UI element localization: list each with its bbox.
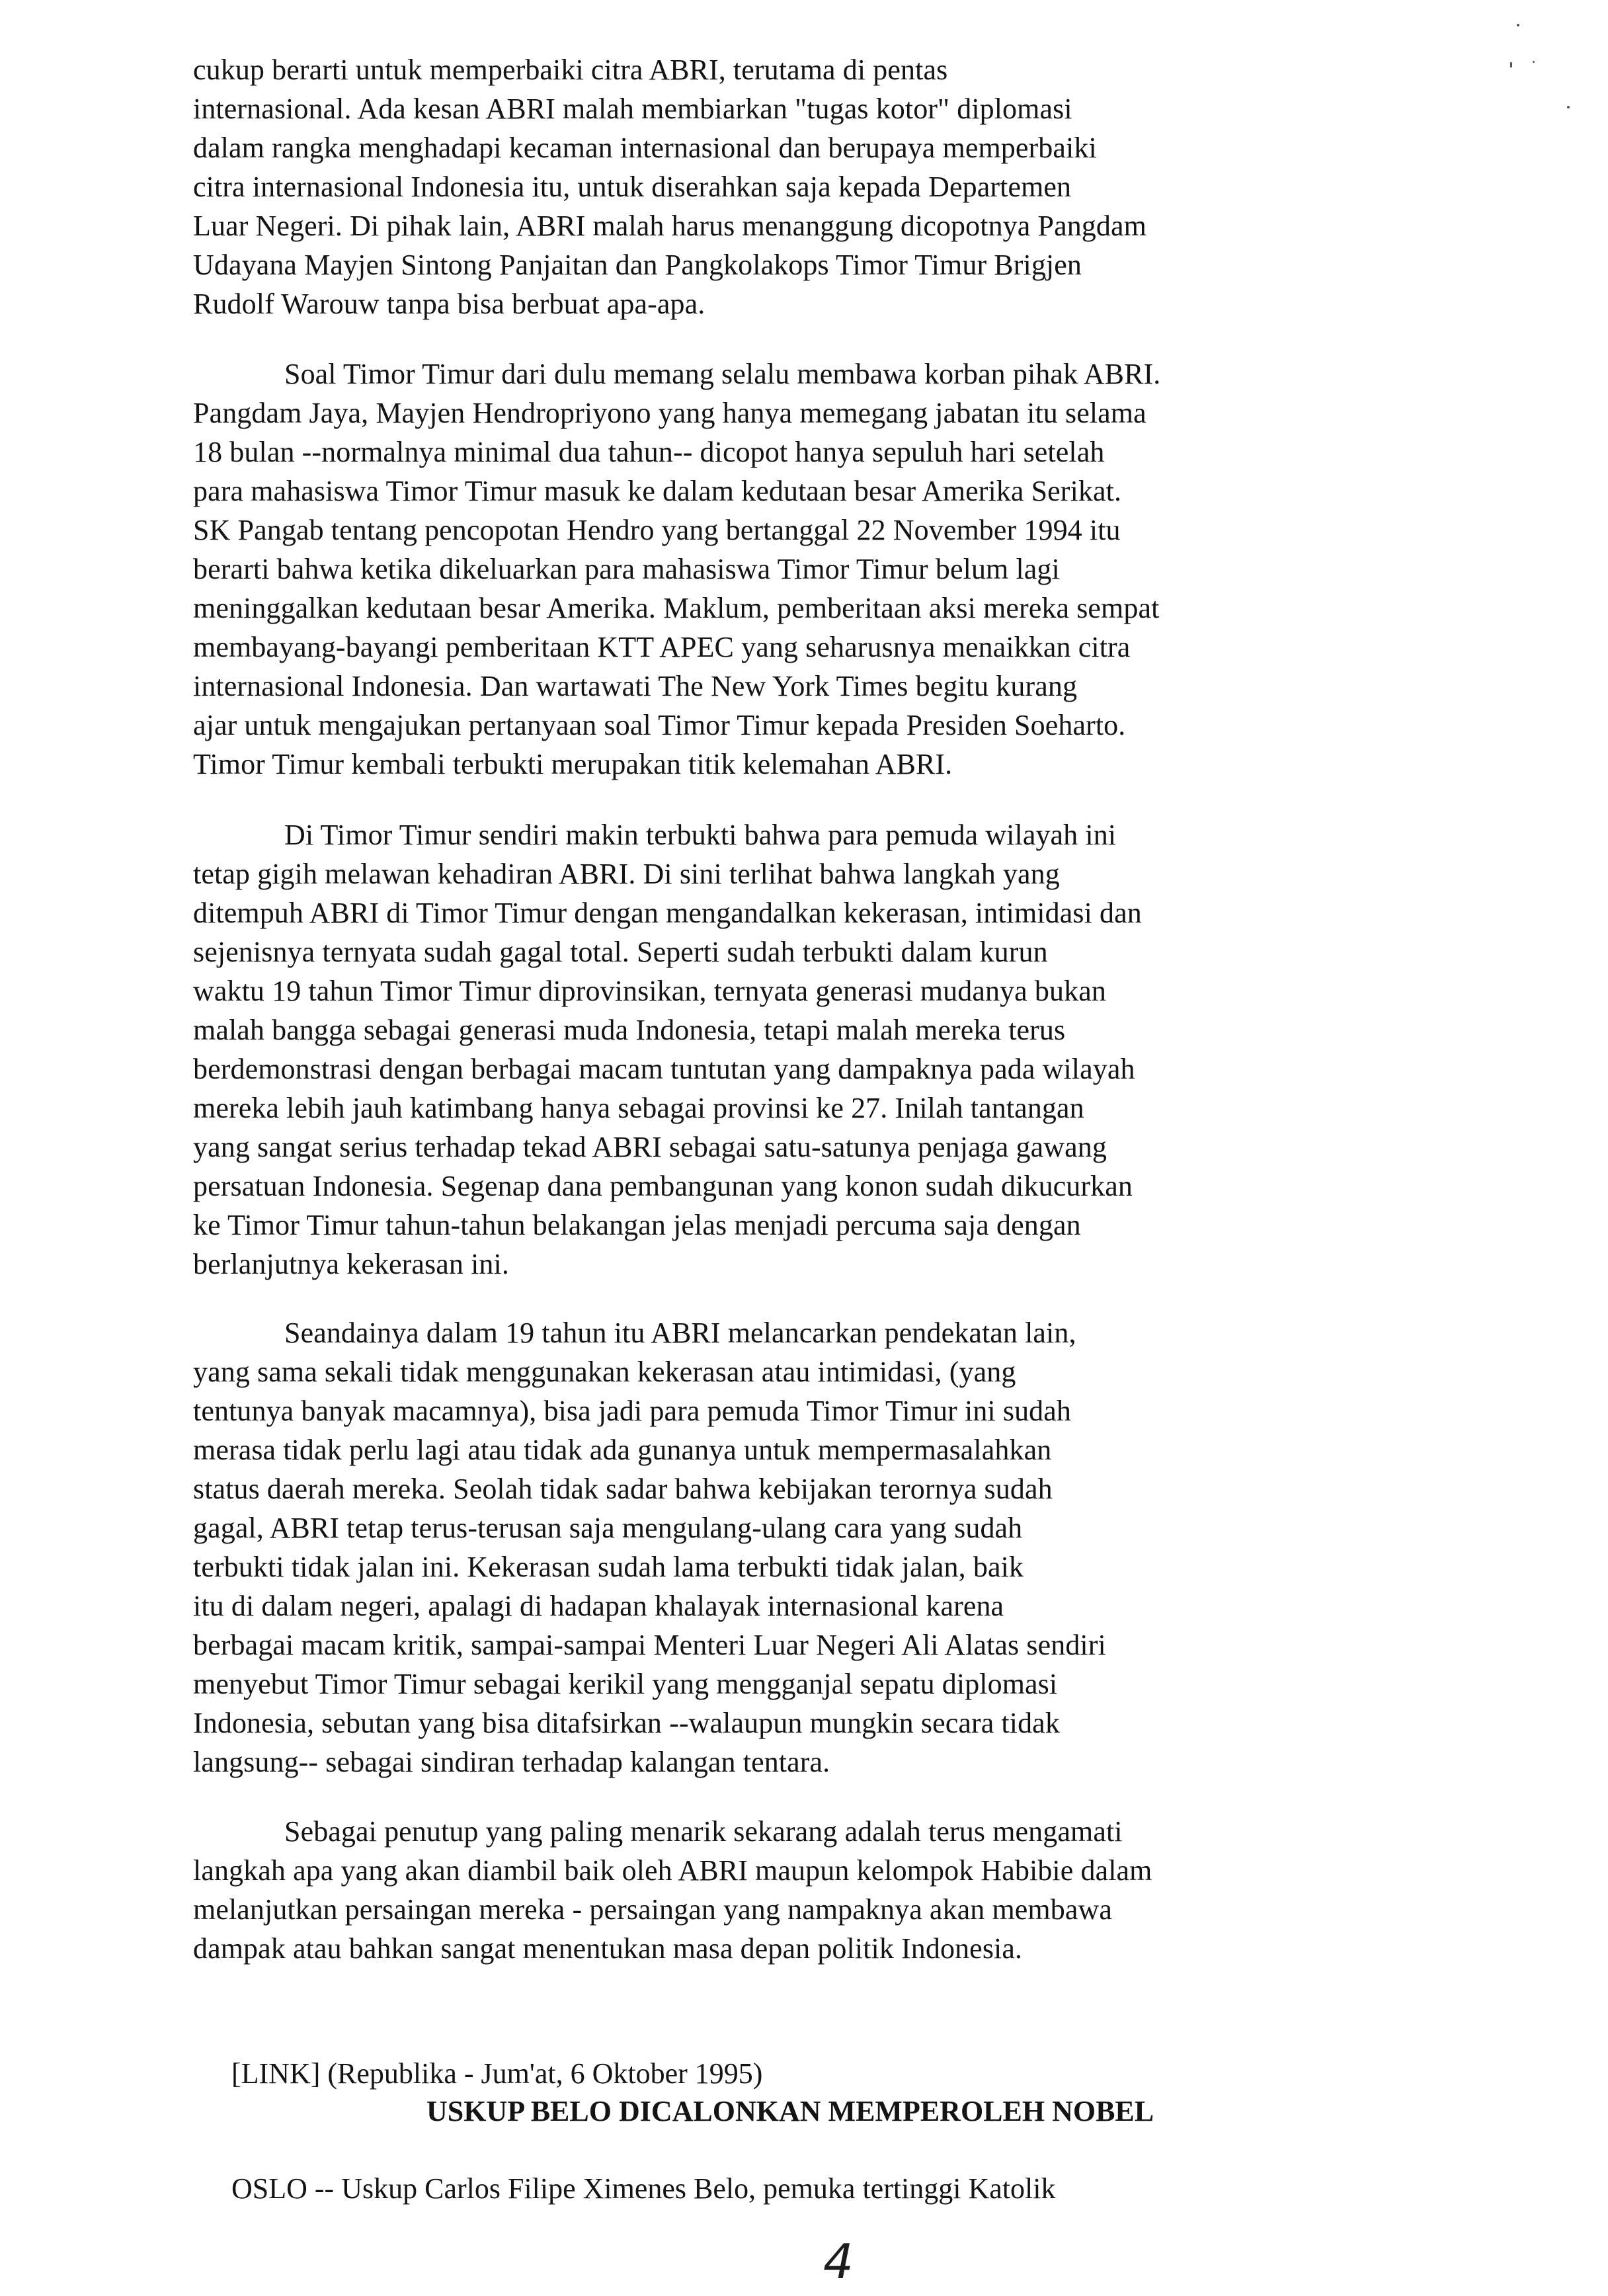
text-line: terbukti tidak jalan ini. Kekerasan sudah lama terbukti tidak jalan, baik bbox=[193, 1551, 1024, 1583]
scan-speck bbox=[1533, 61, 1535, 63]
text-line: melanjutkan persaingan mereka - persaingan yang nampaknya akan membawa bbox=[193, 1893, 1112, 1926]
text-line: ditempuh ABRI di Timor Timur dengan mengandalkan kekerasan, intimidasi dan bbox=[193, 897, 1142, 929]
text-line: yang sangat serius terhadap tekad ABRI sebagai satu-satunya penjaga gawang bbox=[193, 1131, 1107, 1163]
source-citation: [LINK] (Republika - Jum'at, 6 Oktober 1995) bbox=[231, 2057, 763, 2090]
text-line: 18 bulan --normalnya minimal dua tahun-- dicopot hanya sepuluh hari setelah bbox=[193, 436, 1105, 468]
text-line: gagal, ABRI tetap terus-terusan saja mengulang-ulang cara yang sudah bbox=[193, 1512, 1023, 1544]
text-line: sejenisnya ternyata sudah gagal total. Seperti sudah terbukti dalam kurun bbox=[193, 936, 1048, 968]
text-line: ke Timor Timur tahun-tahun belakangan jelas menjadi percuma saja dengan bbox=[193, 1209, 1081, 1241]
text-line: SK Pangab tentang pencopotan Hendro yang bertanggal 22 November 1994 itu bbox=[193, 514, 1121, 546]
text-line: Rudolf Warouw tanpa bisa berbuat apa-apa. bbox=[193, 288, 705, 320]
scan-speck bbox=[1510, 62, 1512, 67]
text-line: langkah apa yang akan diambil baik oleh ABRI maupun kelompok Habibie dalam bbox=[193, 1854, 1152, 1887]
paragraph-3 bbox=[193, 815, 1330, 1284]
text-line: internasional Indonesia. Dan wartawati The New York Times begitu kurang bbox=[193, 670, 1078, 702]
text-line: berdemonstrasi dengan berbagai macam tuntutan yang dampaknya pada wilayah bbox=[193, 1053, 1135, 1085]
text-line: berarti bahwa ketika dikeluarkan para mahasiswa Timor Timur belum lagi bbox=[193, 553, 1060, 585]
text-line: membayang-bayangi pemberitaan KTT APEC yang seharusnya menaikkan citra bbox=[193, 631, 1131, 663]
text-line: Sebagai penutup yang paling menarik sekarang adalah terus mengamati bbox=[284, 1815, 1123, 1848]
text-line: waktu 19 tahun Timor Timur diprovinsikan, ternyata generasi mudanya bukan bbox=[193, 975, 1106, 1007]
text-line: merasa tidak perlu lagi atau tidak ada gunanya untuk mempermasalahkan bbox=[193, 1434, 1052, 1466]
text-line: itu di dalam negeri, apalagi di hadapan khalayak internasional karena bbox=[193, 1590, 1004, 1622]
scan-speck bbox=[1567, 106, 1570, 108]
text-line: Seandainya dalam 19 tahun itu ABRI melancarkan pendekatan lain, bbox=[284, 1317, 1076, 1349]
text-line: menyebut Timor Timur sebagai kerikil yang mengganjal sepatu diplomasi bbox=[193, 1668, 1058, 1700]
text-line: dalam rangka menghadapi kecaman internasional dan berupaya memperbaiki bbox=[193, 132, 1097, 164]
text-line: Di Timor Timur sendiri makin terbukti bahwa para pemuda wilayah ini bbox=[284, 819, 1117, 851]
article-dateline: OSLO -- Uskup Carlos Filipe Ximenes Belo, pemuka tertinggi Katolik bbox=[231, 2172, 1056, 2205]
text-line: Timor Timur kembali terbukti merupakan titik kelemahan ABRI. bbox=[193, 748, 953, 780]
text-line: langsung-- sebagai sindiran terhadap kalangan tentara. bbox=[193, 1746, 830, 1778]
text-line: mereka lebih jauh katimbang hanya sebagai provinsi ke 27. Inilah tantangan bbox=[193, 1092, 1084, 1124]
text-line: Luar Negeri. Di pihak lain, ABRI malah harus menanggung dicopotnya Pangdam bbox=[193, 210, 1146, 242]
text-line: persatuan Indonesia. Segenap dana pembangunan yang konon sudah dikucurkan bbox=[193, 1170, 1133, 1202]
text-line: meninggalkan kedutaan besar Amerika. Maklum, pemberitaan aksi mereka sempat bbox=[193, 592, 1160, 624]
text-line: Udayana Mayjen Sintong Panjaitan dan Pangkolakops Timor Timur Brigjen bbox=[193, 249, 1082, 281]
paragraph-1 bbox=[193, 50, 1330, 323]
scan-speck bbox=[1517, 24, 1519, 26]
text-line: ajar untuk mengajukan pertanyaan soal Timor Timur kepada Presiden Soeharto. bbox=[193, 709, 1126, 741]
paragraph-5 bbox=[193, 1812, 1330, 1968]
text-line: tentunya banyak macamnya), bisa jadi para pemuda Timor Timur ini sudah bbox=[193, 1395, 1072, 1427]
text-line: berlanjutnya kekerasan ini. bbox=[193, 1248, 509, 1280]
article-headline: USKUP BELO DICALONKAN MEMPEROLEH NOBEL bbox=[426, 2095, 1154, 2127]
text-line: yang sama sekali tidak menggunakan kekerasan atau intimidasi, (yang bbox=[193, 1356, 1016, 1388]
text-line: cukup berarti untuk memperbaiki citra ABRI, terutama di pentas bbox=[193, 54, 948, 86]
text-line: internasional. Ada kesan ABRI malah membiarkan "tugas kotor" diplomasi bbox=[193, 93, 1072, 125]
text-line: dampak atau bahkan sangat menentukan masa depan politik Indonesia. bbox=[193, 1932, 1023, 1965]
text-line: Pangdam Jaya, Mayjen Hendropriyono yang hanya memegang jabatan itu selama bbox=[193, 397, 1146, 429]
paragraph-2 bbox=[193, 354, 1330, 784]
text-line: Indonesia, sebutan yang bisa ditafsirkan --walaupun mungkin secara tidak bbox=[193, 1707, 1060, 1739]
text-line: status daerah mereka. Seolah tidak sadar bahwa kebijakan terornya sudah bbox=[193, 1473, 1053, 1505]
text-line: Soal Timor Timur dari dulu memang selalu membawa korban pihak ABRI. bbox=[284, 358, 1161, 390]
text-line: berbagai macam kritik, sampai-sampai Menteri Luar Negeri Ali Alatas sendiri bbox=[193, 1629, 1106, 1661]
text-line: citra internasional Indonesia itu, untuk diserahkan saja kepada Departemen bbox=[193, 171, 1072, 203]
text-line: malah bangga sebagai generasi muda Indonesia, tetapi malah mereka terus bbox=[193, 1014, 1066, 1046]
text-line: tetap gigih melawan kehadiran ABRI. Di sini terlihat bahwa langkah yang bbox=[193, 858, 1060, 890]
handwritten-page-number: 4 bbox=[823, 2234, 854, 2289]
paragraph-4 bbox=[193, 1313, 1330, 1782]
text-line: para mahasiswa Timor Timur masuk ke dalam kedutaan besar Amerika Serikat. bbox=[193, 475, 1122, 507]
